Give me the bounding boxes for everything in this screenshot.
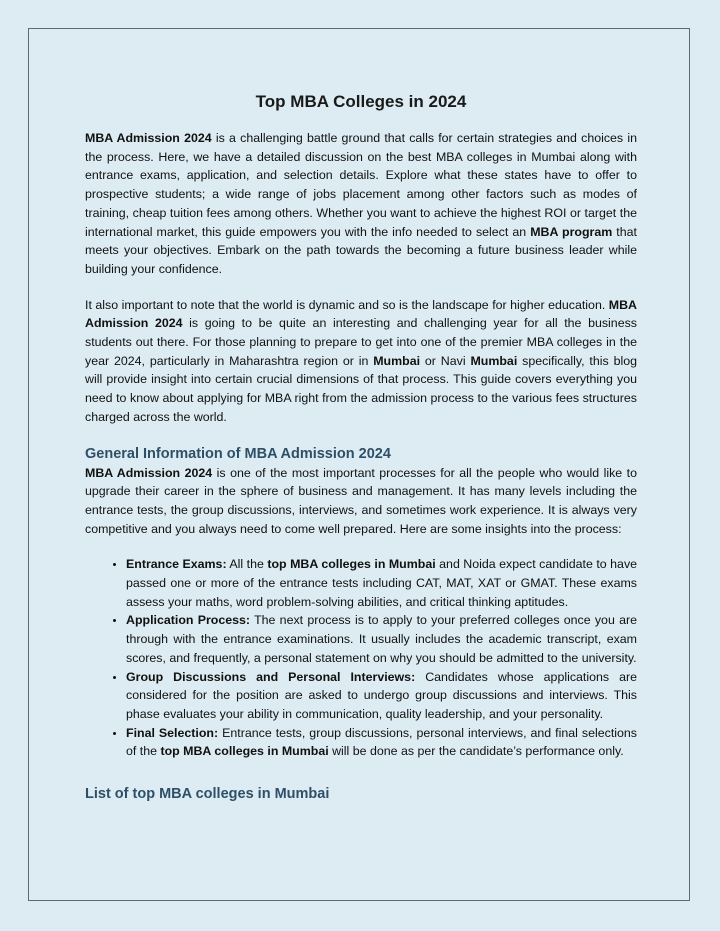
bullet-text: All the [226,557,268,572]
bullet-label: Entrance Exams: [126,557,227,572]
document-page [28,28,690,901]
document-content [85,91,637,804]
list-item-group-discussions [126,668,637,724]
para2-text-2: is going to be quite an interesting and challenging year for all the business students out there. For those planning to prepare to get into one of the premier MBA colleges in the year 2024, particularly in Maharashtra region or in [85,316,637,368]
bullet-label: Group Discussions and Personal Interviews: [126,669,416,684]
intro-paragraph [85,129,637,279]
process-list [85,555,637,761]
bullet-text: Entrance tests, group discussions, personal interviews, and final selections of the [126,725,637,759]
mba-program-link[interactable]: MBA program [530,224,613,239]
para2-text-1: It also important to note that the world is dynamic and so is the landscape for higher education. [85,297,609,312]
para2-bold-1: MBA Admission 2024 [85,297,637,331]
bullet-text: and Noida expect candidate to have passed one or more of the entrance tests including CAT, MAT, XAT or GMAT. These exams assess your maths, word problem-solving abilities, and critical thinking aptitudes. [126,557,638,609]
list-item-application-process [126,611,637,667]
bullet-label: Application Process: [126,613,251,628]
intro-text-1: is a challenging battle ground that calls for certain strategies and choices in the process. Here, we have a detailed discussion on the best MBA colleges in Mumbai along with entrance exams, application, and selection details. Explore what these states have to offer to prospective students; a wide range of jobs placement among other factors such as modes of training, cheap tuition fees among others. Whether you want to achieve the highest ROI or target the international market, this guide empowers you with the info needed to select an [85,131,637,239]
bullet-text: Candidates whose applications are considered for the position are asked to undergo group discussions and interviews. This phase evaluates your ability in communication, quality leadership, and your personality. [126,669,637,721]
section1-lead-bold: MBA Admission 2024 [85,465,213,480]
intro-lead-bold: MBA Admission 2024 [85,131,212,145]
bullet-label: Final Selection: [126,725,219,740]
para2-text-4: specifically, this blog will provide insight into certain crucial dimensions of that process. This guide covers everything you need to know about applying for MBA right from the admission process to the various fees structures charged across the world. [85,353,637,424]
list-item-entrance-exams [126,555,637,611]
section1-text: is one of the most important processes for all the people who would like to upgrade their career in the sphere of business and management. It has many levels including the entrance tests, the group discussions, interviews, and sometimes work experience. It is always very competitive and you always need to come well prepared. Here are some insights into the process: [85,465,637,536]
para2-text-3: or Navi [420,353,471,368]
landscape-paragraph [85,296,637,427]
list-item-final-selection [126,724,637,761]
section-heading-general-info: General Information of MBA Admission 2024 [85,445,391,462]
general-info-paragraph [85,464,637,539]
bullet-text: The next process is to apply to your preferred colleges once you are through with the entrance examinations. It usually includes the academic transcript, exam scores, and frequently, a personal statement on why you should be admitted to the university. [126,613,637,665]
section-heading-list-colleges: List of top MBA colleges in Mumbai [85,786,330,803]
top-mba-colleges-link[interactable]: top MBA colleges in Mumbai [267,557,436,572]
navi-mumbai-link[interactable]: Mumbai [470,353,518,368]
mumbai-link[interactable]: Mumbai [373,353,421,368]
page-title: Top MBA Colleges in 2024 [255,92,467,111]
intro-text-2: that meets your objectives. Embark on the path towards the becoming a future business leader while building your confidence. [85,224,637,276]
top-mba-colleges-link[interactable]: top MBA colleges in Mumbai [160,744,329,759]
bullet-text: will be done as per the candidate’s performance only. [328,744,624,759]
